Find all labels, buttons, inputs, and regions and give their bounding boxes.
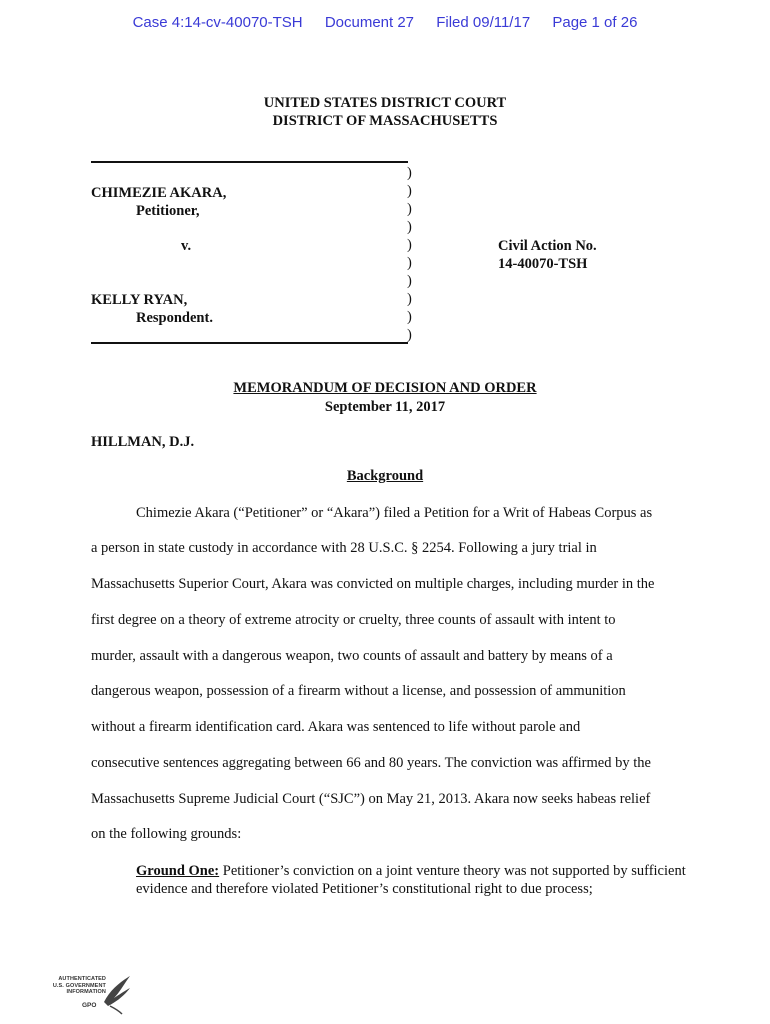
paren: ): [407, 219, 412, 235]
filing-header: [0, 14, 770, 31]
ground-one-text: Petitioner’s conviction on a joint venture theory was not supported by sufficient evidence and therefore violated Petitioner’s constitutional right to due process;: [136, 863, 686, 897]
respondent-name: KELLY RYAN,: [91, 292, 188, 308]
memorandum-heading: MEMORANDUM OF DECISION AND ORDER: [233, 380, 537, 396]
body-line: without a firearm identification card. Akara was sentenced to life without parole and: [91, 719, 581, 735]
document-number: Document 27: [324, 14, 415, 31]
caption-bottom-rule: [91, 342, 408, 344]
body-line: dangerous weapon, possession of a firearm without a license, and possession of ammunition: [91, 683, 626, 699]
filed-date: Filed 09/11/17: [436, 14, 531, 31]
body-line: Chimezie Akara (“Petitioner” or “Akara”) filed a Petition for a Writ of Habeas Corpus as: [136, 505, 653, 521]
paren: ): [407, 327, 412, 343]
civil-action-number: 14-40070-TSH: [498, 256, 588, 272]
court-name: [0, 94, 770, 130]
paren: ): [407, 255, 412, 271]
paren: ): [407, 183, 412, 199]
ground-one-label: Ground One:: [136, 863, 220, 879]
respondent-role: Respondent.: [136, 310, 213, 326]
body-line: a person in state custody in accordance with 28 U.S.C. § 2254. Following a jury trial in: [91, 540, 597, 556]
paren: ): [407, 237, 412, 253]
background-heading: Background: [346, 468, 424, 484]
caption-top-rule: [91, 161, 408, 163]
body-line: Massachusetts Superior Court, Akara was convicted on multiple charges, including murder in the: [91, 576, 655, 592]
body-line: on the following grounds:: [91, 826, 242, 842]
paren: ): [407, 273, 412, 289]
civil-action-label: Civil Action No.: [498, 238, 597, 254]
body-line: consecutive sentences aggregating between 66 and 80 years. The conviction was affirmed by the: [91, 755, 651, 771]
seal-line: AUTHENTICATED: [58, 976, 106, 982]
paren: ): [407, 309, 412, 325]
page-indicator: Page 1 of 26: [552, 14, 638, 31]
paren: ): [407, 201, 412, 217]
body-line: murder, assault with a dangerous weapon, two counts of assault and battery by means of a: [91, 648, 613, 664]
judge-name: HILLMAN, D.J.: [91, 434, 195, 450]
gpo-authentication-seal: [44, 972, 134, 1016]
court-line-1: UNITED STATES DISTRICT COURT: [263, 95, 507, 111]
seal-gpo: GPO: [82, 1002, 97, 1009]
paren: ): [407, 165, 412, 181]
seal-line: U.S. GOVERNMENT: [52, 982, 106, 989]
ground-one: [136, 862, 696, 898]
petitioner-name: CHIMEZIE AKARA,: [91, 185, 227, 201]
seal-text: [44, 976, 106, 996]
caption-paren-column: [407, 164, 412, 344]
document-title: [0, 379, 770, 417]
seal-line: INFORMATION: [66, 989, 106, 995]
eagle-emblem-icon: [100, 972, 134, 1016]
court-line-2: DISTRICT OF MASSACHUSETTS: [272, 113, 498, 129]
body-line: Massachusetts Supreme Judicial Court (“SJC”) on May 21, 2013. Akara now seeks habeas relief: [91, 791, 651, 807]
case-number: Case 4:14-cv-40070-TSH: [132, 14, 303, 31]
paren: ): [407, 291, 412, 307]
versus: v.: [181, 238, 192, 254]
petitioner-role: Petitioner,: [136, 203, 200, 219]
decision-date: September 11, 2017: [324, 399, 446, 415]
body-line: first degree on a theory of extreme atrocity or cruelty, three counts of assault with intent to: [91, 612, 616, 628]
